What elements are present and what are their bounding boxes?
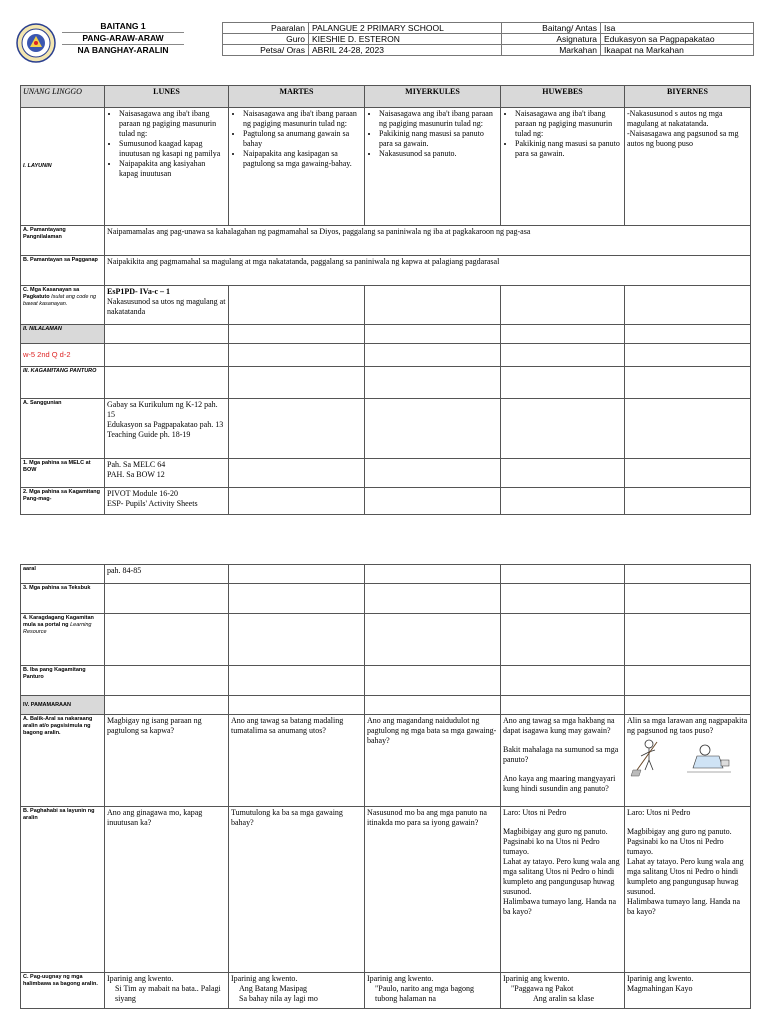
miyerkules-header: MIYERKULES [365, 86, 501, 108]
paghahabi-label: B. Paghahabi sa layunin ng aralin [21, 807, 105, 973]
sanggunian-line: Gabay sa Kurikulum ng K-12 pah. 15 [107, 400, 218, 419]
balik-aral-martes: Ano ang tawag sa batang madaling tumatalima sa anumang utos? [229, 715, 365, 807]
empty-cell [365, 565, 501, 584]
empty-cell [229, 459, 365, 488]
empty-cell [625, 488, 751, 515]
empty-cell [501, 325, 625, 344]
day-header-row [21, 86, 751, 108]
pahina-kagamitan-label: 2. Mga pahina sa Kagamitang Pang-mag- [21, 488, 105, 515]
laro-line: Magbibigay ang guro ng panuto. [503, 827, 608, 836]
karagdagang-label-italic: Learning Resource [23, 622, 92, 635]
empty-cell [365, 459, 501, 488]
paghahabi-miyerkules: Nasusunod mo ba ang mga panuto na itinakda mo para sa iyong gawain? [365, 807, 501, 973]
biyernes-layunin-2: -Naisasagawa ang pagsunod sa mg autos ng buong puso [627, 129, 739, 148]
pag-uugnay-line: Magmahingan Kayo [627, 984, 693, 993]
balik-aral-huwebes-1: Ano ang tawag sa mga hakbang na dapat isagawa kung may gawain? [503, 716, 615, 735]
empty-cell [501, 344, 625, 367]
karagdagang-row [21, 614, 751, 666]
sanggunian-label: A. Sanggunian [21, 399, 105, 459]
empty-cell [625, 614, 751, 666]
karagdagang-label [21, 614, 105, 666]
teksbuk-row [21, 584, 751, 614]
pahina-gabay-lunes [105, 459, 229, 488]
laro-title: Laro: Utos ni Pedro [503, 808, 567, 817]
title-line: NA BANGHAY-ARALIN [77, 45, 169, 55]
aaral-label: aaral [21, 565, 105, 584]
pahina-kagamitan-lunes [105, 488, 229, 515]
laro-line: Lahat ay tatayo. Pero kung wala ang mga salitang Utos ni Pedro o hindi kumpleto ang pangungusap huwag susunod. [627, 857, 744, 896]
pamantayan-pagganap-label: B. Pamantayan sa Pagganap [21, 256, 105, 286]
pahina-kagamitan-line: PIVOT Module 16-20 [107, 489, 178, 498]
lesson-plan-table-page-2 [20, 564, 751, 1009]
guro-label: Guro [223, 34, 309, 45]
empty-cell [365, 286, 501, 325]
empty-cell [501, 488, 625, 515]
empty-cell [501, 286, 625, 325]
empty-cell [625, 666, 751, 696]
empty-cell [501, 459, 625, 488]
empty-cell [229, 584, 365, 614]
laro-line: Magbibigay ang guro ng panuto. [627, 827, 732, 836]
empty-cell [105, 344, 229, 367]
title-line: BAITANG 1 [62, 21, 184, 33]
balik-aral-huwebes-2: Bakit mahalaga na sumunod sa mga panuto? [503, 745, 619, 764]
layunin-row [21, 108, 751, 226]
biyernes-layunin-1: -Nakasusunod s autos ng mga magulang at nakatatanda. [627, 109, 723, 128]
layunin-huwebes [501, 108, 625, 226]
lesson-plan-table-page-1 [20, 85, 751, 515]
balik-aral-miyerkules: Ano ang magandang naidudulot ng pagtulong ng mga bata sa mga gawaing-bahay? [365, 715, 501, 807]
pamantayan-pagganap-row [21, 256, 751, 286]
empty-cell [625, 344, 751, 367]
petsa-label: Petsa/ Oras [223, 45, 309, 56]
pag-uugnay-line: "Paulo, narito ang mga bagong tubong halaman na [375, 984, 475, 1003]
empty-cell [625, 286, 751, 325]
document-header [0, 0, 768, 64]
baitang-value: Isa [601, 23, 754, 34]
pag-uugnay-line: Iparinig ang kwento. [367, 974, 434, 983]
list-item: • Naisasagawa ang iba't ibang paraan ng pagiging masunurin tulad ng: [243, 109, 362, 129]
kasanayan-value: Nakasusunod sa utos ng magulang at nakatatanda [107, 297, 226, 316]
list-item: • Naipapakita ang kasipagan sa pagtulong sa mga gawaing-bahay. [243, 149, 362, 169]
empty-cell [365, 584, 501, 614]
empty-cell [365, 344, 501, 367]
pag-uugnay-line: Iparinig ang kwento. [107, 974, 174, 983]
pamamaraan-label: IV. PAMAMARAAN [21, 696, 105, 715]
empty-cell [105, 584, 229, 614]
list-item: • Naisasagawa ang iba't ibang paraan ng pagiging masunurin tulad ng: [515, 109, 622, 139]
laro-line: Lahat ay tatayo. Pero kung wala ang mga salitang Utos ni Pedro o hindi kumpleto ang pangungusap huwag susunod. [503, 857, 620, 896]
kasanayan-label-text: C. Mga Kasanayan sa Pagkatuto [23, 287, 80, 300]
week-code-cell [21, 344, 105, 367]
school-info-table [222, 22, 754, 56]
empty-cell [501, 696, 625, 715]
karagdagang-label-text: 4. Karagdagang Kagamitan mula sa portal ng [23, 615, 94, 628]
sanggunian-row [21, 399, 751, 459]
kasanayan-row [21, 286, 751, 325]
empty-cell [365, 325, 501, 344]
nilalaman-label: II. NILALAMAN [21, 325, 105, 344]
empty-cell [105, 367, 229, 399]
pamamaraan-row [21, 696, 751, 715]
balik-aral-biyernes [625, 715, 751, 807]
pag-uugnay-biyernes [625, 973, 751, 1009]
layunin-miyerkules [365, 108, 501, 226]
pahina-gabay-label: 1. Mga pahina sa MELC at BOW [21, 459, 105, 488]
layunin-label: I. LAYUNIN [21, 108, 105, 226]
paghahabi-row [21, 807, 751, 973]
empty-cell [229, 565, 365, 584]
markahan-value: Ikaapat na Markahan [601, 45, 754, 56]
aaral-row [21, 565, 751, 584]
pag-uugnay-line: Ang aralin sa klase [533, 994, 595, 1003]
empty-cell [229, 325, 365, 344]
layunin-martes [229, 108, 365, 226]
pahina-kagamitan-row [21, 488, 751, 515]
empty-cell [501, 666, 625, 696]
empty-cell [229, 344, 365, 367]
empty-cell [501, 367, 625, 399]
list-item: • Sumusunod kaagad kapag inuutusan ng kasapi ng pamilya [119, 139, 226, 159]
sanggunian-lunes [105, 399, 229, 459]
paghahabi-lunes: Ano ang ginagawa mo, kapag inuutusan ka? [105, 807, 229, 973]
balik-aral-row [21, 715, 751, 807]
sanggunian-line: Edukasyon sa Pagpapakatao pah. 13 [107, 420, 224, 429]
empty-cell [229, 696, 365, 715]
list-item: • Naipapakita ang kasiyahan kapag inuutusan [119, 159, 226, 179]
iba-pang-kagamitan-label: B. Iba pang Kagamitang Panturo [21, 666, 105, 696]
unang-linggo-header: UNANG LINGGO [21, 86, 105, 108]
kasanayan-label-italic: Isulat ang code ng bawat kasanayan. [23, 294, 97, 307]
balik-aral-huwebes [501, 715, 625, 807]
pag-uugnay-huwebes [501, 973, 625, 1009]
pag-uugnay-line: Si Tim ay mabait na bata.. Palagi siyang [115, 984, 221, 1003]
huwebes-header: HUWEBES [501, 86, 625, 108]
sanggunian-line: Teaching Guide ph. 18-19 [107, 430, 191, 439]
pag-uugnay-row [21, 973, 751, 1009]
petsa-value: ABRIL 24-28, 2023 [309, 45, 502, 56]
kagamitang-panturo-label: III. KAGAMITANG PANTURO [21, 367, 105, 399]
pag-uugnay-line: Iparinig ang kwento. [627, 974, 694, 983]
empty-cell [625, 367, 751, 399]
empty-cell [229, 286, 365, 325]
kasanayan-label [21, 286, 105, 325]
empty-cell [229, 367, 365, 399]
pahina-gabay-line: PAH. Sa BOW 12 [107, 470, 165, 479]
empty-cell [501, 565, 625, 584]
layunin-lunes [105, 108, 229, 226]
pag-uugnay-line: Ang Batang Masipag [239, 984, 307, 993]
empty-cell [229, 488, 365, 515]
lunes-header: LUNES [105, 86, 229, 108]
asignatura-label: Asignatura [502, 34, 601, 45]
empty-cell [501, 614, 625, 666]
list-item: • Pakikinig nang masusi sa panuto para sa gawain. [515, 139, 622, 159]
list-item: • Pagtulong sa anumang gawain sa bahay [243, 129, 362, 149]
pamantayang-pangnilalaman-row [21, 226, 751, 256]
biyernes-header: BIYERNES [625, 86, 751, 108]
markahan-label: Markahan [502, 45, 601, 56]
paaralan-label: Paaralan [223, 23, 309, 34]
pag-uugnay-line: "Paggawa ng Pakot [511, 984, 574, 993]
laro-title: Laro: Utos ni Pedro [627, 808, 691, 817]
week-code: w-5 2nd Q d-2 [23, 350, 71, 359]
empty-cell [365, 614, 501, 666]
baitang-label: Baitang/ Antas [502, 23, 601, 34]
chores-illustration-icon [627, 736, 745, 778]
pamantayan-pagganap-value: Naipakikita ang pagmamahal sa magulang at mga nakatatanda, paggalang sa paniniwala ng kapwa at palagiang pagdarasal [105, 256, 751, 286]
title-line: PANG-ARAW-ARAW [62, 33, 184, 45]
empty-cell [365, 399, 501, 459]
kagamitang-panturo-row [21, 367, 751, 399]
balik-aral-huwebes-3: Ano kaya ang maaring mangyayari kung hindi susundin ang panuto? [503, 774, 616, 793]
empty-cell [365, 666, 501, 696]
pahina-gabay-row [21, 459, 751, 488]
pag-uugnay-lunes [105, 973, 229, 1009]
pag-uugnay-label: C. Pag-uugnay ng mga halimbawa sa bagong aralin. [21, 973, 105, 1009]
pag-uugnay-miyerkules [365, 973, 501, 1009]
pag-uugnay-line: Iparinig ang kwento. [503, 974, 570, 983]
guro-value: KIESHIE D. ESTERON [309, 34, 502, 45]
laro-line: Pagsinabi ko na Utos ni Pedro tumayo. [627, 837, 724, 856]
empty-cell [501, 399, 625, 459]
empty-cell [229, 666, 365, 696]
paghahabi-martes: Tumutulong ka ba sa mga gawaing bahay? [229, 807, 365, 973]
list-item: • Pakikinig nang masusi sa panuto para sa gawain. [379, 129, 498, 149]
empty-cell [625, 584, 751, 614]
pag-uugnay-martes [229, 973, 365, 1009]
lesson-plan-title [62, 21, 184, 56]
empty-cell [625, 399, 751, 459]
empty-cell [365, 488, 501, 515]
pahina-kagamitan-line: ESP- Pupils' Activity Sheets [107, 499, 198, 508]
list-item: • Nakasusunod sa panuto. [379, 149, 498, 159]
asignatura-value: Edukasyon sa Pagpapakatao [601, 34, 754, 45]
week-code-row [21, 344, 751, 367]
nilalaman-row [21, 325, 751, 344]
empty-cell [625, 696, 751, 715]
empty-cell [625, 565, 751, 584]
laro-line: Halimbawa tumayo lang. Handa na ba kayo? [627, 897, 741, 916]
empty-cell [105, 325, 229, 344]
kasanayan-code: EsP1PD- IVa-c – 1 [107, 287, 171, 296]
pag-uugnay-line: Sa bahay nila ay lagi mo [239, 994, 318, 1003]
laro-line: Pagsinabi ko na Utos ni Pedro tumayo. [503, 837, 600, 856]
empty-cell [105, 696, 229, 715]
pahina-gabay-line: Pah. Sa MELC 64 [107, 460, 166, 469]
empty-cell [105, 666, 229, 696]
teksbuk-label: 3. Mga pahina sa Teksbuk [21, 584, 105, 614]
iba-pang-kagamitan-row [21, 666, 751, 696]
list-item: • Naisasagawa ang iba't ibang paraan ng pagiging masunurin tulad ng: [119, 109, 226, 139]
empty-cell [625, 325, 751, 344]
empty-cell [625, 459, 751, 488]
deped-seal-icon [16, 23, 56, 63]
empty-cell [501, 584, 625, 614]
balik-aral-lunes: Magbigay ng isang paraan ng pagtulong sa kapwa? [105, 715, 229, 807]
pamantayang-pangnilalaman-label: A. Pamantayang Pangnilalaman [21, 226, 105, 256]
empty-cell [229, 399, 365, 459]
pag-uugnay-line: Iparinig ang kwento. [231, 974, 298, 983]
list-item: • Naisasagawa ang iba't ibang paraan ng pagiging masunurin tulad ng: [379, 109, 498, 129]
balik-aral-biyernes-text: Alin sa mga larawan ang nagpapakita ng pagsunod ng taos puso? [627, 716, 748, 735]
pamantayang-pangnilalaman-value: Naipamamalas ang pag-unawa sa kahalagahan ng pagmamahal sa Diyos, paggalang sa paniniwala ng iba at pagkakaroon ng pag-asa [105, 226, 751, 256]
balik-aral-label: A. Balik-Aral sa nakaraang aralin at/o pagsisimula ng bagong aralin. [21, 715, 105, 807]
paaralan-value: PALANGUE 2 PRIMARY SCHOOL [309, 23, 502, 34]
paghahabi-huwebes [501, 807, 625, 973]
empty-cell [365, 367, 501, 399]
laro-line: Halimbawa tumayo lang. Handa na ba kayo? [503, 897, 617, 916]
aaral-value: pah. 84-85 [105, 565, 229, 584]
layunin-biyernes [625, 108, 751, 226]
martes-header: MARTES [229, 86, 365, 108]
empty-cell [229, 614, 365, 666]
kasanayan-lunes [105, 286, 229, 325]
empty-cell [105, 614, 229, 666]
paghahabi-biyernes [625, 807, 751, 973]
empty-cell [365, 696, 501, 715]
